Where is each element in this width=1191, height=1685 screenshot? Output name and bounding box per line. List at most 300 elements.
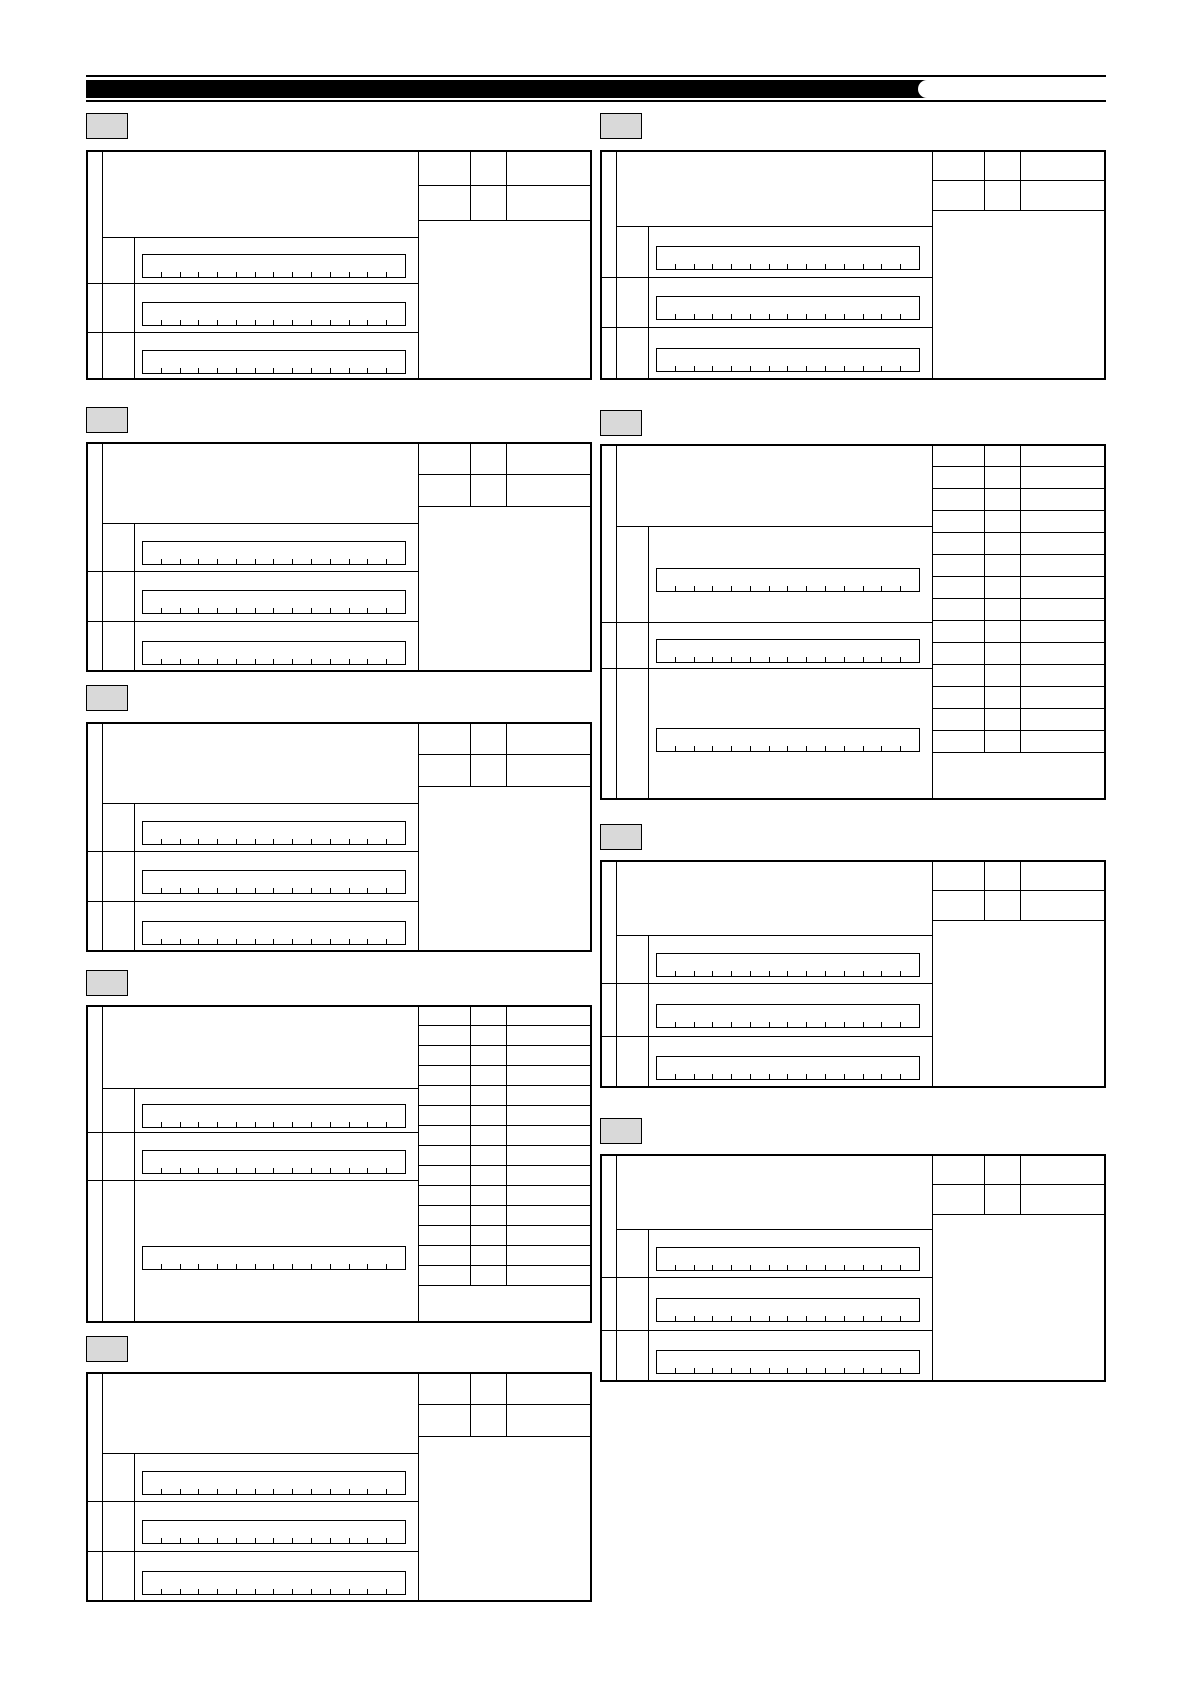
section-tag bbox=[86, 970, 128, 996]
tick bbox=[845, 1074, 864, 1079]
tick bbox=[218, 559, 237, 564]
panel-divider bbox=[418, 1005, 419, 1323]
field-ticks bbox=[143, 559, 405, 564]
grid-row-rule bbox=[932, 708, 1106, 709]
tick bbox=[162, 1538, 181, 1543]
tick bbox=[732, 264, 751, 269]
tick bbox=[293, 888, 312, 893]
tick bbox=[751, 657, 770, 662]
tick bbox=[162, 608, 181, 613]
entry-field bbox=[142, 302, 406, 326]
tick bbox=[274, 839, 293, 844]
grid-row-rule bbox=[418, 1025, 592, 1026]
tick bbox=[864, 366, 883, 371]
grid-col-divider bbox=[984, 444, 985, 752]
tick bbox=[387, 659, 405, 664]
tick bbox=[143, 1264, 162, 1269]
tick bbox=[864, 971, 883, 976]
tick bbox=[368, 888, 387, 893]
tick bbox=[293, 559, 312, 564]
tick bbox=[199, 939, 218, 944]
tick bbox=[237, 1538, 256, 1543]
tick bbox=[256, 839, 275, 844]
tick bbox=[732, 657, 751, 662]
tick bbox=[695, 746, 714, 751]
entry-field bbox=[142, 350, 406, 374]
tick bbox=[274, 272, 293, 277]
grid-col-divider bbox=[470, 442, 471, 506]
data-row-rule bbox=[86, 901, 418, 902]
tick bbox=[293, 1489, 312, 1494]
grid-row-rule bbox=[418, 1225, 592, 1226]
row-label-divider bbox=[648, 1229, 649, 1382]
tick bbox=[676, 1316, 695, 1321]
tick bbox=[845, 1265, 864, 1270]
tick bbox=[162, 888, 181, 893]
tick bbox=[181, 368, 200, 373]
tick bbox=[788, 1265, 807, 1270]
tick bbox=[713, 1368, 732, 1373]
header-top-rule bbox=[86, 75, 1106, 77]
tick bbox=[181, 1538, 200, 1543]
tick bbox=[882, 657, 901, 662]
tick bbox=[312, 320, 331, 325]
tick bbox=[807, 1265, 826, 1270]
grid-row-rule bbox=[418, 786, 592, 787]
tick bbox=[350, 368, 369, 373]
tick bbox=[387, 1168, 405, 1173]
tick bbox=[237, 659, 256, 664]
tick bbox=[162, 1122, 181, 1127]
entry-field bbox=[656, 568, 920, 592]
tick bbox=[218, 839, 237, 844]
tick bbox=[181, 320, 200, 325]
grid-row-rule bbox=[932, 752, 1106, 753]
tick bbox=[181, 659, 200, 664]
grid-col-divider bbox=[1020, 444, 1021, 752]
grid-row-rule bbox=[932, 1214, 1106, 1215]
tick bbox=[751, 971, 770, 976]
tick bbox=[864, 1074, 883, 1079]
tick bbox=[143, 1168, 162, 1173]
tick bbox=[657, 971, 676, 976]
tick bbox=[274, 320, 293, 325]
tick bbox=[274, 559, 293, 564]
tick bbox=[826, 657, 845, 662]
grid-row-rule bbox=[418, 1165, 592, 1166]
entry-field bbox=[142, 1246, 406, 1270]
tick bbox=[181, 939, 200, 944]
tick bbox=[845, 264, 864, 269]
data-row-rule bbox=[86, 1551, 418, 1552]
tick bbox=[676, 586, 695, 591]
tick bbox=[713, 1265, 732, 1270]
tick bbox=[350, 939, 369, 944]
tick bbox=[256, 1489, 275, 1494]
row-label-divider bbox=[134, 1453, 135, 1602]
grid-row-rule bbox=[418, 1205, 592, 1206]
tick bbox=[274, 1489, 293, 1494]
tick bbox=[387, 1589, 405, 1594]
field-ticks bbox=[143, 1168, 405, 1173]
tick bbox=[237, 272, 256, 277]
tick bbox=[826, 971, 845, 976]
grid-col-divider bbox=[984, 1154, 985, 1214]
tick bbox=[882, 1316, 901, 1321]
tick bbox=[274, 368, 293, 373]
tick bbox=[695, 1074, 714, 1079]
tick bbox=[368, 559, 387, 564]
entry-field bbox=[142, 1571, 406, 1595]
tick bbox=[657, 1074, 676, 1079]
tick bbox=[350, 1538, 369, 1543]
grid-row-rule bbox=[932, 488, 1106, 489]
tick bbox=[657, 264, 676, 269]
tick bbox=[901, 746, 919, 751]
tick bbox=[713, 1074, 732, 1079]
tick bbox=[901, 1022, 919, 1027]
entry-field bbox=[142, 1471, 406, 1495]
tick bbox=[368, 320, 387, 325]
tick bbox=[845, 657, 864, 662]
grid-col-divider bbox=[1020, 1154, 1021, 1214]
tick bbox=[788, 1368, 807, 1373]
tick bbox=[695, 1316, 714, 1321]
row-label-divider bbox=[648, 526, 649, 800]
tick bbox=[293, 1538, 312, 1543]
tick bbox=[199, 888, 218, 893]
tick bbox=[676, 366, 695, 371]
header-row-rule bbox=[102, 1088, 418, 1089]
tick bbox=[218, 1538, 237, 1543]
tick bbox=[788, 1022, 807, 1027]
tick bbox=[901, 1265, 919, 1270]
tick bbox=[143, 939, 162, 944]
tick bbox=[845, 746, 864, 751]
tick bbox=[331, 368, 350, 373]
tick bbox=[770, 314, 789, 319]
tick bbox=[676, 657, 695, 662]
margin-divider bbox=[616, 1154, 617, 1382]
grid-col-divider bbox=[470, 150, 471, 220]
tick bbox=[256, 1168, 275, 1173]
grid-col-divider bbox=[470, 722, 471, 786]
field-ticks bbox=[143, 1589, 405, 1594]
tick bbox=[350, 839, 369, 844]
tick bbox=[331, 888, 350, 893]
tick bbox=[751, 314, 770, 319]
tick bbox=[293, 1264, 312, 1269]
entry-field bbox=[656, 348, 920, 372]
grid-row-rule bbox=[418, 1436, 592, 1437]
header-row-rule bbox=[616, 1229, 932, 1230]
tick bbox=[657, 1265, 676, 1270]
field-ticks bbox=[657, 1368, 919, 1373]
tick bbox=[218, 1489, 237, 1494]
tick bbox=[387, 839, 405, 844]
tick bbox=[312, 939, 331, 944]
tick bbox=[657, 314, 676, 319]
tick bbox=[387, 559, 405, 564]
tick bbox=[826, 746, 845, 751]
tick bbox=[368, 1489, 387, 1494]
tick bbox=[293, 1168, 312, 1173]
grid-row-rule bbox=[418, 1065, 592, 1066]
tick bbox=[350, 320, 369, 325]
tick bbox=[274, 888, 293, 893]
tick bbox=[901, 586, 919, 591]
field-ticks bbox=[143, 368, 405, 373]
tick bbox=[387, 939, 405, 944]
tick bbox=[237, 1122, 256, 1127]
data-row-rule bbox=[86, 332, 418, 333]
tick bbox=[237, 608, 256, 613]
tick bbox=[807, 1316, 826, 1321]
tick bbox=[368, 1168, 387, 1173]
tick bbox=[901, 1316, 919, 1321]
grid-row-rule bbox=[418, 1285, 592, 1286]
tick bbox=[293, 1122, 312, 1127]
tick bbox=[331, 659, 350, 664]
tick bbox=[218, 659, 237, 664]
section-tag bbox=[600, 1118, 642, 1144]
tick bbox=[293, 320, 312, 325]
tick bbox=[256, 659, 275, 664]
tick bbox=[657, 366, 676, 371]
tick bbox=[788, 314, 807, 319]
tick bbox=[807, 366, 826, 371]
grid-row-rule bbox=[932, 730, 1106, 731]
tick bbox=[676, 1022, 695, 1027]
tick bbox=[181, 1264, 200, 1269]
tick bbox=[256, 1538, 275, 1543]
tick bbox=[218, 368, 237, 373]
tick bbox=[695, 971, 714, 976]
tick bbox=[713, 746, 732, 751]
panel-divider bbox=[932, 860, 933, 1088]
tick bbox=[331, 1538, 350, 1543]
tick bbox=[788, 264, 807, 269]
data-row-rule bbox=[86, 1132, 418, 1133]
margin-divider bbox=[616, 150, 617, 380]
tick bbox=[882, 586, 901, 591]
tick bbox=[713, 264, 732, 269]
tick bbox=[751, 1022, 770, 1027]
tick bbox=[657, 746, 676, 751]
tick bbox=[695, 264, 714, 269]
grid-row-rule bbox=[418, 1404, 592, 1405]
tick bbox=[732, 746, 751, 751]
entry-field bbox=[656, 1298, 920, 1322]
tick bbox=[256, 888, 275, 893]
tick bbox=[807, 1074, 826, 1079]
tick bbox=[199, 272, 218, 277]
tick bbox=[826, 1368, 845, 1373]
panel-divider bbox=[418, 722, 419, 952]
tick bbox=[387, 1538, 405, 1543]
tick bbox=[387, 608, 405, 613]
tick bbox=[237, 1168, 256, 1173]
tick bbox=[882, 1022, 901, 1027]
grid-col-divider bbox=[506, 1372, 507, 1436]
tick bbox=[713, 1022, 732, 1027]
tick bbox=[293, 272, 312, 277]
tick bbox=[162, 1589, 181, 1594]
margin-divider bbox=[102, 722, 103, 952]
grid-row-rule bbox=[418, 220, 592, 221]
tick bbox=[331, 1168, 350, 1173]
grid-row-rule bbox=[418, 185, 592, 186]
tick bbox=[695, 1265, 714, 1270]
tick bbox=[695, 314, 714, 319]
margin-divider bbox=[102, 1372, 103, 1602]
tick bbox=[788, 1074, 807, 1079]
tick bbox=[218, 1589, 237, 1594]
tick bbox=[181, 608, 200, 613]
row-label-divider bbox=[134, 237, 135, 380]
tick bbox=[882, 971, 901, 976]
entry-field bbox=[142, 254, 406, 278]
header-row-rule bbox=[616, 935, 932, 936]
tick bbox=[331, 320, 350, 325]
data-row-rule bbox=[600, 668, 932, 669]
header-row-rule bbox=[616, 226, 932, 227]
tick bbox=[864, 1022, 883, 1027]
tick bbox=[864, 1265, 883, 1270]
tick bbox=[199, 608, 218, 613]
tick bbox=[162, 272, 181, 277]
tick bbox=[350, 1489, 369, 1494]
tick bbox=[713, 586, 732, 591]
panel-divider bbox=[418, 1372, 419, 1602]
grid-row-rule bbox=[418, 1105, 592, 1106]
tick bbox=[695, 586, 714, 591]
panel-divider bbox=[418, 442, 419, 672]
data-row-rule bbox=[86, 851, 418, 852]
data-row-rule bbox=[600, 1036, 932, 1037]
tick bbox=[199, 839, 218, 844]
field-ticks bbox=[143, 272, 405, 277]
tick bbox=[864, 657, 883, 662]
tick bbox=[218, 1264, 237, 1269]
tick bbox=[676, 1265, 695, 1270]
tick bbox=[312, 608, 331, 613]
tick bbox=[143, 1589, 162, 1594]
margin-divider bbox=[102, 442, 103, 672]
tick bbox=[218, 272, 237, 277]
tick bbox=[864, 314, 883, 319]
tick bbox=[901, 1368, 919, 1373]
field-ticks bbox=[657, 1265, 919, 1270]
tick bbox=[350, 559, 369, 564]
tick bbox=[237, 1264, 256, 1269]
tick bbox=[312, 1589, 331, 1594]
tick bbox=[387, 320, 405, 325]
tick bbox=[387, 888, 405, 893]
tick bbox=[676, 264, 695, 269]
tick bbox=[293, 939, 312, 944]
tick bbox=[143, 272, 162, 277]
tick bbox=[237, 368, 256, 373]
grid-col-divider bbox=[1020, 150, 1021, 210]
tick bbox=[162, 1264, 181, 1269]
tick bbox=[788, 971, 807, 976]
data-row-rule bbox=[600, 622, 932, 623]
data-row-rule bbox=[86, 571, 418, 572]
grid-col-divider bbox=[470, 1372, 471, 1436]
grid-col-divider bbox=[984, 150, 985, 210]
tick bbox=[199, 1168, 218, 1173]
tick bbox=[368, 608, 387, 613]
tick bbox=[845, 366, 864, 371]
grid-col-divider bbox=[506, 722, 507, 786]
header-row-rule bbox=[102, 1453, 418, 1454]
tick bbox=[676, 314, 695, 319]
tick bbox=[143, 1489, 162, 1494]
tick bbox=[368, 1538, 387, 1543]
entry-field bbox=[656, 953, 920, 977]
header-bottom-rule bbox=[86, 100, 1106, 102]
header-row-rule bbox=[102, 237, 418, 238]
tick bbox=[274, 608, 293, 613]
field-ticks bbox=[143, 888, 405, 893]
grid-row-rule bbox=[418, 1085, 592, 1086]
grid-row-rule bbox=[418, 1185, 592, 1186]
tick bbox=[807, 586, 826, 591]
tick bbox=[312, 368, 331, 373]
tick bbox=[218, 1122, 237, 1127]
field-ticks bbox=[143, 1489, 405, 1494]
data-row-rule bbox=[600, 327, 932, 328]
grid-col-divider bbox=[506, 1005, 507, 1285]
tick bbox=[256, 1122, 275, 1127]
entry-field bbox=[656, 1004, 920, 1028]
grid-row-rule bbox=[418, 1125, 592, 1126]
field-ticks bbox=[657, 366, 919, 371]
tick bbox=[788, 1316, 807, 1321]
field-ticks bbox=[143, 1264, 405, 1269]
grid-row-rule bbox=[932, 664, 1106, 665]
tick bbox=[864, 264, 883, 269]
tick bbox=[312, 1168, 331, 1173]
entry-field bbox=[142, 1104, 406, 1128]
tick bbox=[845, 586, 864, 591]
field-ticks bbox=[657, 657, 919, 662]
tick bbox=[368, 839, 387, 844]
tick bbox=[676, 1368, 695, 1373]
field-ticks bbox=[657, 746, 919, 751]
tick bbox=[901, 366, 919, 371]
tick bbox=[732, 314, 751, 319]
tick bbox=[901, 1074, 919, 1079]
field-ticks bbox=[657, 264, 919, 269]
grid-row-rule bbox=[932, 598, 1106, 599]
tick bbox=[162, 659, 181, 664]
tick bbox=[237, 888, 256, 893]
tick bbox=[181, 1589, 200, 1594]
grid-row-rule bbox=[932, 920, 1106, 921]
tick bbox=[882, 1265, 901, 1270]
tick bbox=[237, 320, 256, 325]
tick bbox=[143, 888, 162, 893]
tick bbox=[143, 320, 162, 325]
tick bbox=[826, 1022, 845, 1027]
tick bbox=[293, 659, 312, 664]
tick bbox=[274, 1264, 293, 1269]
data-row-rule bbox=[86, 1180, 418, 1181]
tick bbox=[713, 314, 732, 319]
grid-col-divider bbox=[506, 150, 507, 220]
